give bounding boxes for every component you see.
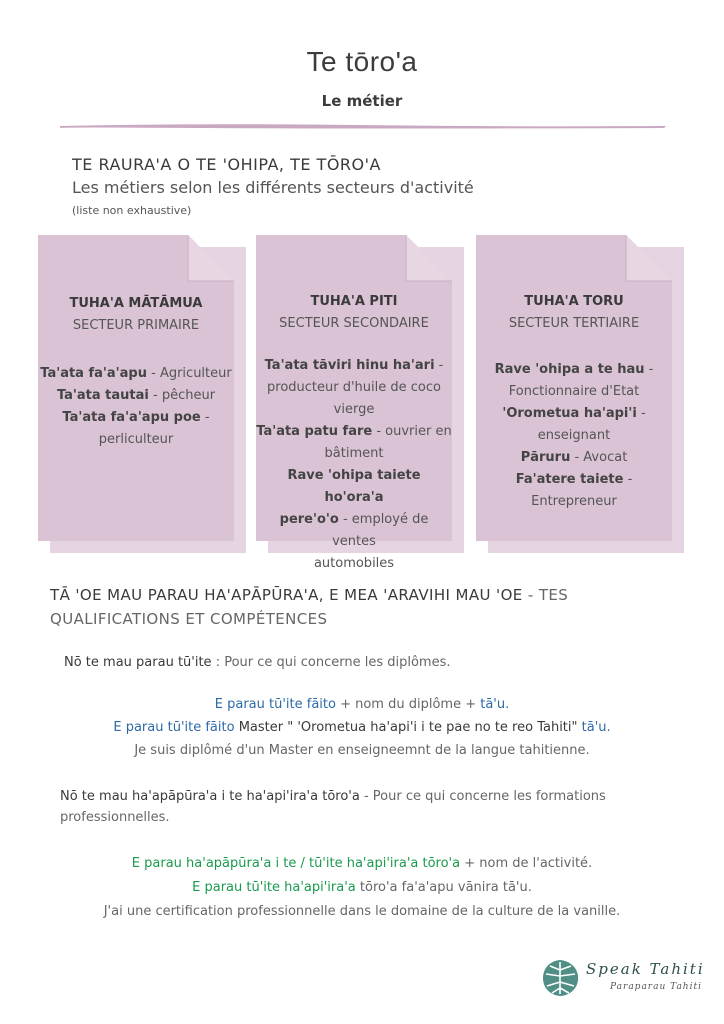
section-note: (liste non exhaustive) (72, 204, 192, 217)
monstera-leaf-icon (540, 958, 580, 998)
card-line: Pāruru - Avocat (520, 450, 628, 465)
training-translation: J'ai une certification professionnelle dans le domaine de la culture de la vanille. (103, 904, 621, 919)
card-line: vierge (333, 402, 375, 417)
card-line: Ta'ata tāviri hinu ha'ari - (264, 358, 444, 373)
card-line: Ta'ata tautai - pêcheur (56, 388, 216, 403)
card-heading: TUHA'A TORU (524, 294, 624, 309)
card-sector: SECTEUR PRIMAIRE (72, 318, 200, 333)
diploma-example: E parau tū'ite fāito Master " 'Orometua ha'api'i i te pae no te reo Tahiti" tā'u. (113, 720, 611, 735)
card-line: producteur d'huile de coco (267, 380, 441, 395)
diploma-pattern: E parau tū'ite fāito + nom du diplôme + tā'u. (214, 697, 510, 712)
card-heading: TUHA'A PITI (310, 294, 398, 309)
card-line: Ta'ata fa'a'apu - Agriculteur (40, 366, 232, 381)
card-line: pere'o'o - employé de ventes (279, 512, 429, 549)
card-line: Fa'atere taiete - (515, 472, 633, 487)
logo-name: Speak Tahiti (586, 960, 705, 978)
training-pattern: E parau ha'apāpūra'a i te / tū'ite ha'api'ira'a tōro'a + nom de l'activité. (131, 856, 593, 871)
card-line: Fonctionnaire d'Etat (508, 384, 640, 399)
page-subtitle: Le métier (321, 92, 403, 110)
card-line: Ta'ata fa'a'apu poe - (62, 410, 210, 425)
section-title: TE RAURA'A O TE 'OHIPA, TE TŌRO'A (72, 155, 381, 174)
card-sector: SECTEUR TERTIAIRE (508, 316, 640, 331)
section-subtitle: Les métiers selon les différents secteurs d'activité (72, 178, 474, 197)
sector-card-tertiary (476, 235, 672, 541)
logo-tagline: Paraparau Tahiti (610, 982, 702, 992)
card-line: bâtiment (324, 446, 384, 461)
card-line: Rave 'ohipa taiete ho'ora'a (287, 468, 421, 505)
card-line: Rave 'ohipa a te hau - (494, 362, 654, 377)
brush-divider (58, 122, 668, 130)
card-heading: TUHA'A MĀTĀMUA (69, 296, 203, 311)
sector-card-primary (38, 235, 234, 541)
sector-card-secondary (256, 235, 452, 571)
card-line: enseignant (537, 428, 611, 443)
card-line: automobiles (313, 556, 395, 571)
card-line: Ta'ata patu fare - ouvrier en (256, 424, 452, 439)
training-lead: Nō te mau ha'apāpūra'a i te ha'api'ira'a tōro'a - Pour ce qui concerne les formations professionnelles. (60, 789, 606, 825)
page-title: Te tōro'a (306, 46, 418, 77)
card-line: perliculteur (98, 432, 174, 447)
card-sector: SECTEUR SECONDAIRE (279, 316, 429, 331)
card-line: Entrepreneur (531, 494, 617, 509)
diploma-translation: Je suis diplômé d'un Master en enseigneemnt de la langue tahitienne. (134, 743, 590, 758)
training-example: E parau tū'ite ha'api'ira'a tōro'a fa'a'apu vānira tā'u. (192, 880, 532, 895)
card-line: 'Orometua ha'api'i - (502, 406, 646, 421)
diplomas-lead: Nō te mau parau tū'ite : Pour ce qui concerne les diplômes. (64, 655, 451, 670)
qualifications-title: TĀ 'OE MAU PARAU HA'APĀPŪRA'A, E MEA 'ARAVIHI MAU 'OE - TES QUALIFICATIONS ET COMPÉTENCES (50, 586, 569, 628)
